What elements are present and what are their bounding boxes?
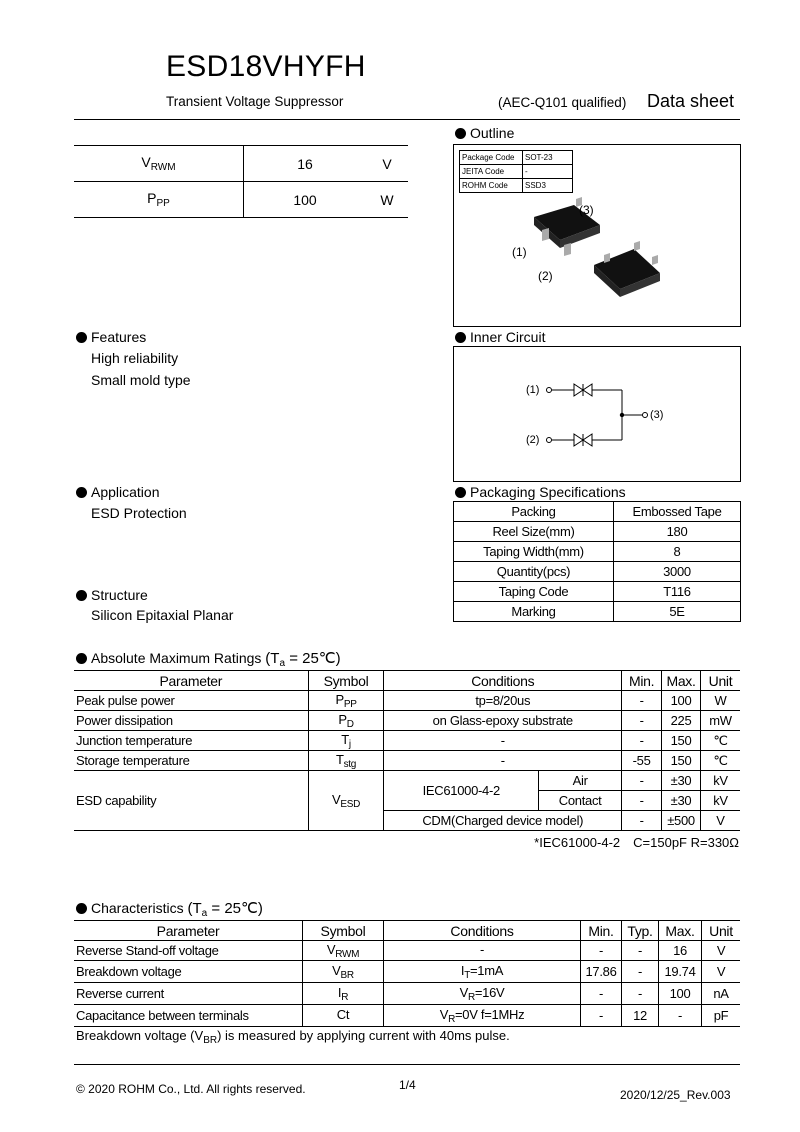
packaging-heading: Packaging Specifications [455, 484, 626, 500]
key-spec-symbol: $V_{RWM}$ [74, 146, 244, 182]
circuit-pin1-label: (1) [526, 384, 540, 396]
packaging-row: Quantity(pcs) 3000 [454, 562, 741, 582]
qualification: (AEC-Q101 qualified) [498, 95, 627, 110]
inner-circuit-heading: Inner Circuit [455, 329, 545, 345]
characteristics-row: Reverse current $I_R$ $V_R=16V$ - - 100 nA [74, 983, 740, 1005]
key-spec-table [74, 145, 408, 218]
structure-item: Silicon Epitaxial Planar [91, 607, 234, 623]
characteristics-row: Breakdown voltage $V_{BR}$ $I_T=1mA$ 17.86 - 19.74 V [74, 961, 740, 983]
subtitle: Transient Voltage Suppressor [166, 94, 344, 109]
pin3-label: (3) [579, 203, 594, 217]
copyright: © 2020 ROHM Co., Ltd. All rights reserved. [76, 1082, 306, 1096]
packaging-row: Taping Width(mm) 8 [454, 542, 741, 562]
footer-rule [74, 1064, 740, 1065]
circuit-diagram [454, 347, 740, 481]
abs-max-row: Power dissipation $P_D$ on Glass-epoxy substrate - 225 mW [74, 711, 740, 731]
abs-max-row: Junction temperature $T_j$ - - 150 ℃ [74, 731, 740, 751]
bullet-icon [455, 487, 466, 498]
bullet-icon [76, 903, 87, 914]
abs-max-esd-row: Contact - ±30 kV [74, 791, 740, 811]
bullet-icon [455, 128, 466, 139]
bullet-icon [76, 487, 87, 498]
part-number: ESD18VHYFH [166, 50, 366, 83]
bullet-icon [76, 332, 87, 343]
packaging-row: Marking 5E [454, 602, 741, 622]
pin2-label: (2) [538, 269, 553, 283]
characteristics-row: Capacitance between terminals Ct $V_R=0V$ f=1MHz - 12 - pF [74, 1005, 740, 1027]
bullet-icon [455, 332, 466, 343]
key-spec-row [74, 182, 408, 218]
sot23-package-illustration [454, 145, 740, 326]
revision: 2020/12/25_Rev.003 [620, 1088, 731, 1102]
feature-item: High reliability [91, 350, 179, 366]
circuit-pin3-label: (3) [650, 409, 664, 421]
abs-max-row: Storage temperature $T_{stg}$ - -55 150 ℃ [74, 751, 740, 771]
characteristics-header-row: Parameter Symbol Conditions Min. Typ. Max. Unit [74, 921, 740, 941]
key-spec-value: 100 [293, 191, 317, 208]
jeita-code-value: - [523, 165, 573, 179]
pin1-label: (1) [512, 245, 527, 259]
packaging-row: Packing Embossed Tape [454, 502, 741, 522]
feature-item: Small mold type [91, 372, 191, 388]
abs-max-esd-row: ESD capability $V_{ESD}$ IEC61000-4-2 Air - ±30 kV [74, 771, 740, 791]
outline-heading: Outline [455, 125, 514, 141]
key-spec-value: 16 [297, 155, 313, 172]
abs-max-table [74, 670, 740, 831]
header-rule [74, 119, 740, 120]
key-spec-unit: V [382, 155, 392, 172]
packaging-row: Taping Code T116 [454, 582, 741, 602]
characteristics-table [74, 920, 740, 1027]
application-item: ESD Protection [91, 505, 187, 521]
package-code-label: Package Code [460, 151, 523, 165]
abs-max-esd-row: CDM(Charged device model) - ±500 V [74, 811, 740, 831]
doc-type: Data sheet [647, 91, 735, 111]
key-spec-row [74, 146, 408, 182]
structure-heading: Structure [76, 587, 148, 603]
abs-max-row: Peak pulse power $P_{PP}$ tp=8/20us - 100 W [74, 691, 740, 711]
page-number: 1/4 [399, 1078, 416, 1092]
outline-box [453, 144, 741, 327]
characteristics-heading: Characteristics ($T_a$ = 25℃) [76, 899, 263, 919]
breakdown-note: Breakdown voltage $(V_{BR})$ is measured by applying current with 40ms pulse. [76, 1028, 510, 1046]
abs-max-header-row: Parameter Symbol Conditions Min. Max. Unit [74, 671, 740, 691]
bullet-icon [76, 590, 87, 601]
abs-max-footnote: *IEC61000-4-2 C=150pF R=330Ω [534, 835, 739, 850]
rohm-code-label: ROHM Code [460, 179, 523, 193]
inner-circuit-box [453, 346, 741, 482]
abs-max-heading: Absolute Maximum Ratings ($T_a$ = 25℃) [76, 649, 341, 669]
features-heading: Features [76, 329, 146, 345]
key-spec-unit: W [380, 191, 394, 208]
rohm-code-value: SSD3 [523, 179, 573, 193]
packaging-table [453, 501, 741, 622]
bullet-icon [76, 653, 87, 664]
package-code-value: SOT-23 [523, 151, 573, 165]
packaging-row: Reel Size(mm) 180 [454, 522, 741, 542]
circuit-pin2-label: (2) [526, 434, 540, 446]
characteristics-row: Reverse Stand-off voltage $V_{RWM}$ - - - 16 V [74, 941, 740, 961]
application-heading: Application [76, 484, 160, 500]
jeita-code-label: JEITA Code [460, 165, 523, 179]
key-spec-symbol: $P_{PP}$ [74, 182, 244, 218]
